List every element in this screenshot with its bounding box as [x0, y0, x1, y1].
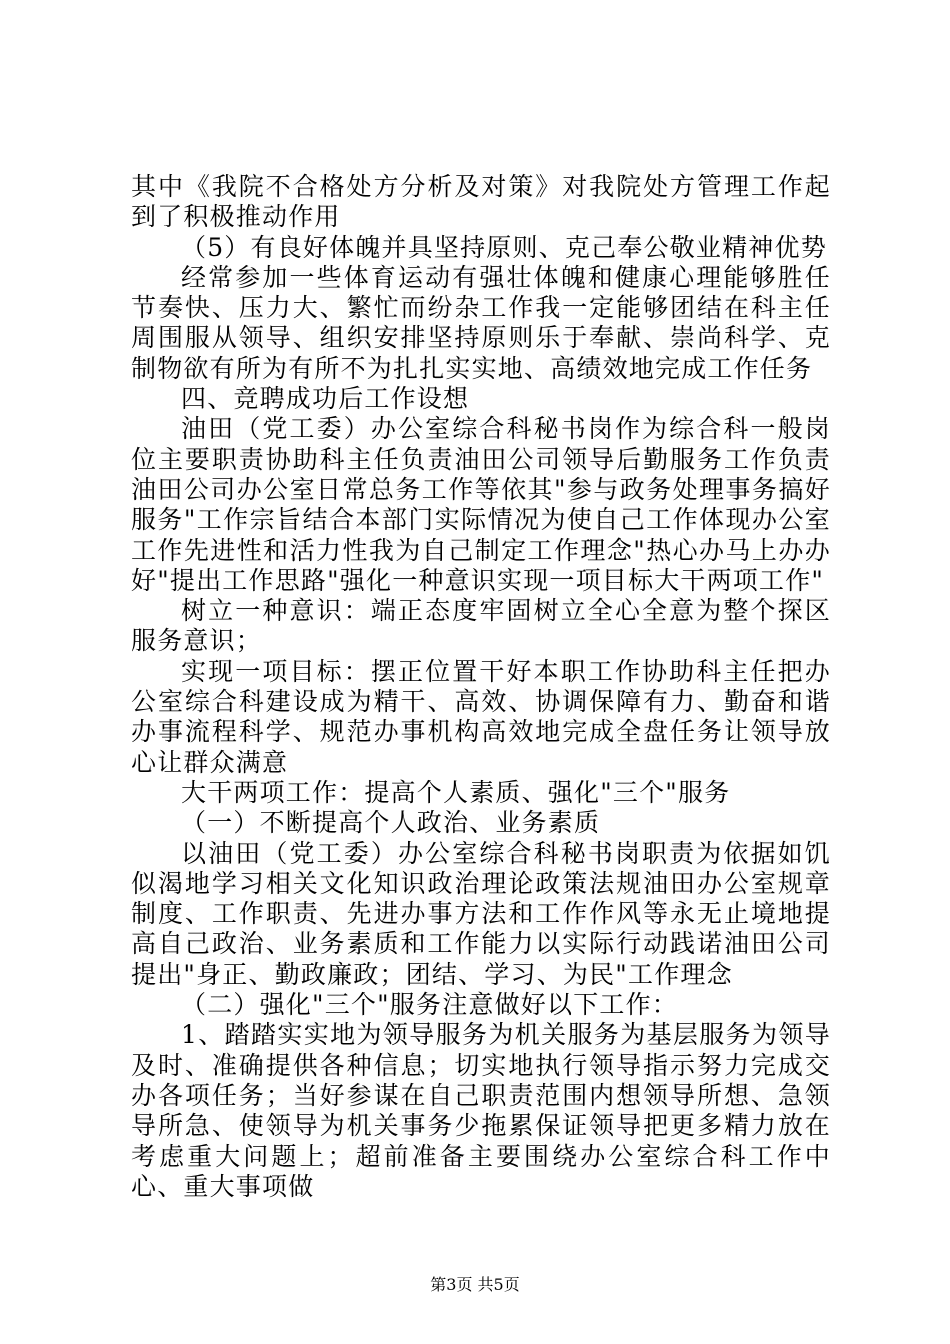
- subheading-one: （一）不断提高个人政治、业务素质: [181, 808, 601, 838]
- paragraph-10: 以油田（党工委）办公室综合科秘书岗职责为依据如饥似渴地学习相关文化知识政治理论政策法规油田办公室规章制度、工作职责、先进办事方法和工作作风等永无止境地提高自己政治、业务素质和工作能力以实际行动践诺油田公司提出"身正、勤政廉政；团结、学习、为民"工作理念: [131, 838, 831, 989]
- paragraph-6: 树立一种意识：端正态度牢固树立全心全意为整个探区服务意识；: [131, 596, 831, 656]
- paragraph-2: （5）有良好体魄并具坚持原则、克己奉公敬业精神优势: [181, 232, 827, 262]
- paragraph-8: 大干两项工作：提高个人素质、强化"三个"服务: [181, 777, 731, 807]
- paragraph-12: 1、踏踏实实地为领导服务为机关服务为基层服务为领导及时、准确提供各种信息；切实地执行领导指示努力完成交办各项任务；当好参谋在自己职责范围内想领导所想、急领导所急、使领导为机关事务少拖累保证领导把更多精力放在考虑重大问题上；超前准备主要围绕办公室综合科工作中心、重大事项做: [131, 1020, 831, 1201]
- page-number-footer: 第3页 共5页: [430, 1275, 520, 1294]
- paragraph-5: 油田（党工委）办公室综合科秘书岗作为综合科一般岗位主要职责协助科主任负责油田公司领导后勤服务工作负责油田公司办公室日常总务工作等依其"参与政务处理事务搞好服务"工作宗旨结合本部门实际情况为使自己工作体现办公室工作先进性和活力性我为自己制定工作理念"热心办马上办办好"提出工作思路"强化一种意识实现一项目标大干两项工作": [131, 414, 831, 595]
- paragraph-1: 其中《我院不合格处方分析及对策》对我院处方管理工作起到了积极推动作用: [131, 172, 831, 232]
- paragraph-3: 经常参加一些体育运动有强壮体魄和健康心理能够胜任节奏快、压力大、繁忙而纷杂工作我一定能够团结在科主任周围服从领导、组织安排坚持原则乐于奉献、崇尚科学、克制物欲有所为有所不为扎扎实实地、高绩效地完成工作任务: [131, 262, 831, 383]
- subheading-two: （二）强化"三个"服务注意做好以下工作：: [181, 990, 678, 1020]
- document-body: [131, 172, 831, 1202]
- paragraph-7: 实现一项目标：摆正位置干好本职工作协助科主任把办公室综合科建设成为精干、高效、协调保障有力、勤奋和谐办事流程科学、规范办事机构高效地完成全盘任务让领导放心让群众满意: [131, 656, 831, 777]
- section-heading-four: 四、竞聘成功后工作设想: [181, 384, 470, 414]
